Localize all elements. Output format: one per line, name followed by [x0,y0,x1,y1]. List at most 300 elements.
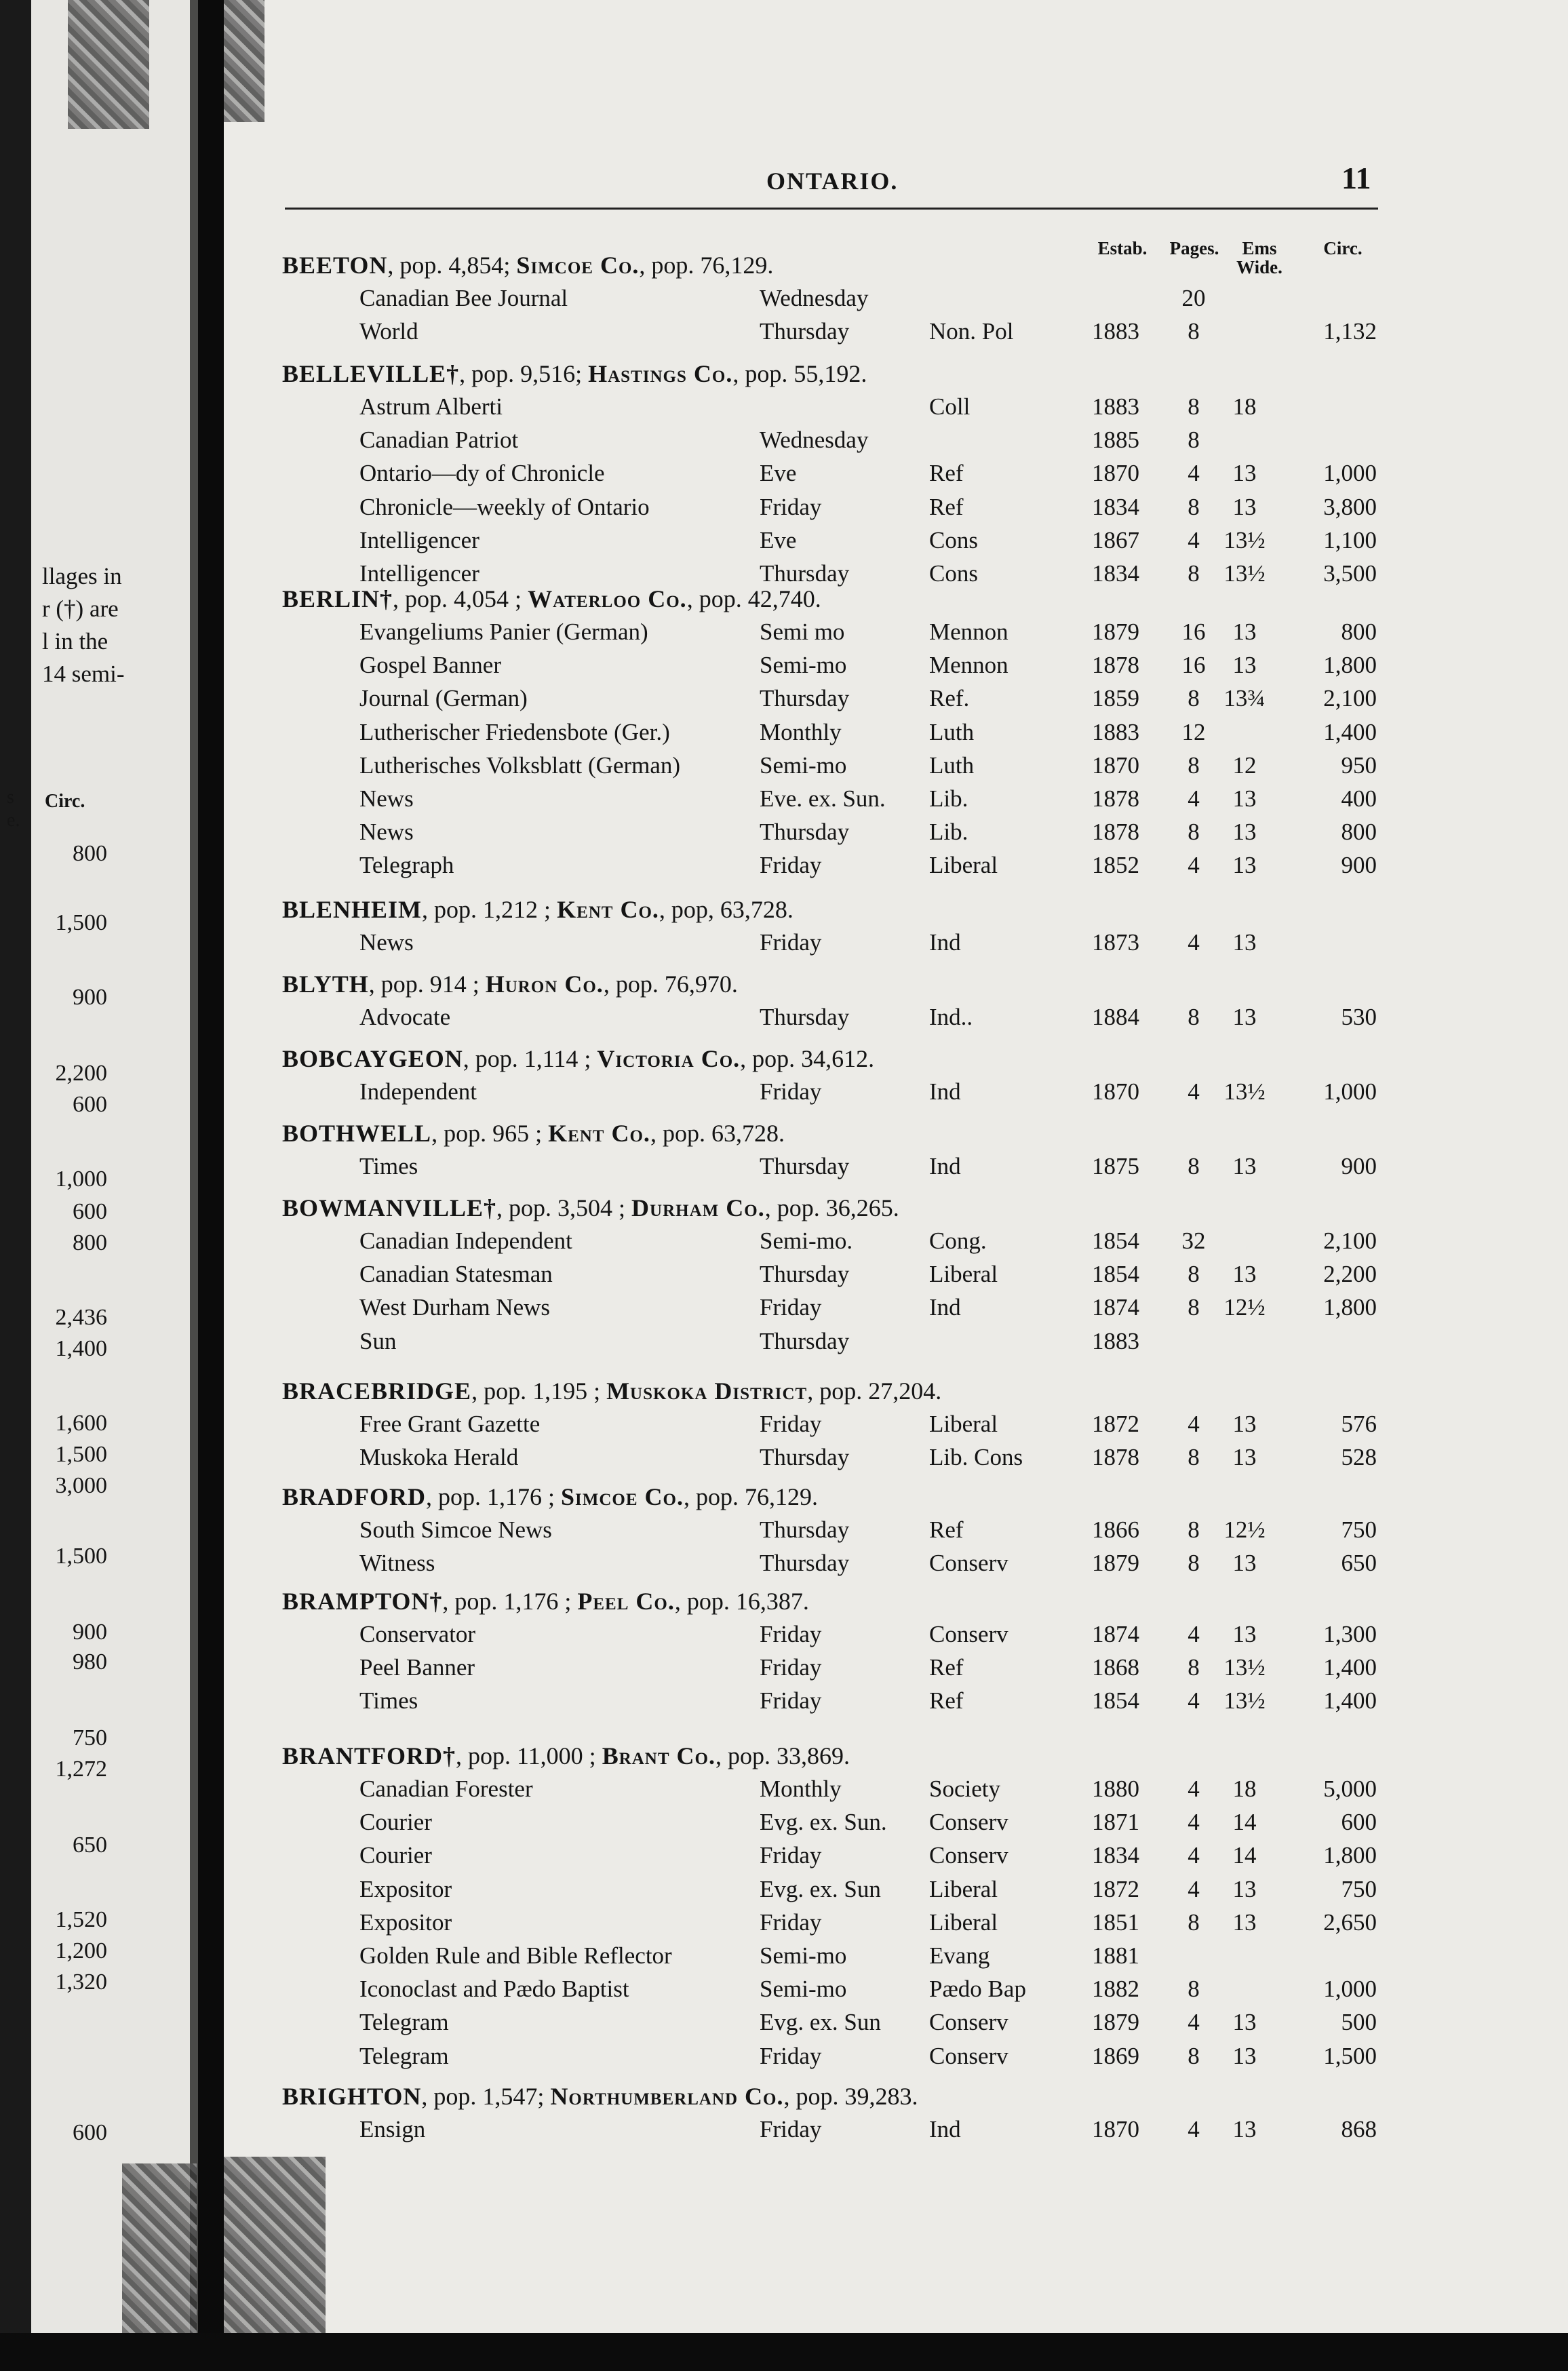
town-name: BRACEBRIDGE [282,1377,472,1405]
politics: Liberal [929,1875,998,1902]
newspaper-row [0,785,1568,818]
left-page-circ-value: 1,000 [55,1167,107,1192]
ems-wide: 13 [1232,1621,1257,1647]
newspaper-row [0,427,1568,459]
town-population: , pop. 914 ; [368,971,486,998]
ems-wide: 13 [1232,2042,1257,2069]
ems-wide: 13 [1232,819,1257,846]
column-header-circulation: Circ. [1323,238,1363,258]
circulation: 2,100 [1323,1228,1377,1254]
page-count: 8 [1188,1976,1200,2003]
politics: Luth [929,718,975,745]
circulation: 750 [1341,1875,1377,1902]
town-population: , pop. 1,114 ; [463,1045,597,1072]
newspaper-row [0,1444,1568,1476]
page-count: 8 [1188,1444,1200,1471]
newspaper-name: South Simcoe News [359,1516,552,1543]
ems-wide: 13 [1232,1444,1257,1471]
circulation: 500 [1341,2009,1377,2036]
year-established: 1882 [1092,1976,1139,2003]
circulation: 2,100 [1323,685,1377,712]
year-established: 1874 [1092,1294,1139,1321]
newspaper-name: Gospel Banner [359,652,501,679]
page-count: 8 [1188,751,1200,779]
publication-frequency: Monthly [760,718,842,745]
year-established: 1875 [1092,1153,1139,1179]
publication-frequency: Thursday [760,1153,850,1179]
left-page-circ-value: 980 [73,1649,107,1674]
left-page-circ-value: 600 [73,2120,107,2145]
year-established: 1874 [1092,1621,1139,1647]
publication-frequency: Evg. ex. Sun. [760,1809,887,1836]
page-count: 8 [1188,819,1200,846]
year-established: 1867 [1092,526,1139,553]
year-established: 1878 [1092,1444,1139,1471]
ems-wide: 13 [1232,785,1257,812]
county-name: Durham Co. [631,1194,765,1221]
politics: Conserv [929,1621,1008,1647]
year-established: 1883 [1092,1327,1139,1354]
newspaper-name: Intelligencer [359,526,479,553]
newspaper-row [0,2043,1568,2075]
town-heading [282,1587,809,1615]
town-heading [282,1044,874,1073]
town-population: , pop. 11,000 ; [456,1742,602,1769]
politics: Mennon [929,652,1008,679]
newspaper-name: Golden Rule and Bible Reflector [359,1942,672,1969]
page-count: 8 [1188,560,1200,587]
publication-frequency: Thursday [760,1516,850,1543]
circulation: 868 [1341,2116,1377,2142]
left-page-circ-value: 600 [73,1092,107,1117]
left-page-circ-value: 1,200 [55,1938,107,1963]
circulation: 2,650 [1323,1908,1377,1936]
year-established: 1884 [1092,1004,1139,1030]
town-heading [282,2082,918,2111]
ems-wide: 13 [1232,852,1257,879]
ems-wide: 13 [1232,619,1257,645]
circulation: 900 [1341,852,1377,879]
newspaper-row [0,1654,1568,1687]
page-count: 4 [1188,2116,1200,2142]
town-name: BLENHEIM [282,896,423,923]
newspaper-name: News [359,785,414,812]
newspaper-row [0,1942,1568,1975]
page-count: 4 [1188,1809,1200,1836]
politics: Ref [929,1654,964,1681]
page-count: 12 [1181,718,1206,745]
ems-wide: 13 [1232,929,1257,956]
paper-damage [68,0,149,129]
page-count: 4 [1188,929,1200,956]
publication-frequency: Semi-mo. [760,1228,853,1254]
page-count: 8 [1188,493,1200,520]
year-established: 1871 [1092,1809,1139,1836]
publication-frequency: Thursday [760,1327,850,1354]
year-established: 1879 [1092,619,1139,645]
politics: Conserv [929,1550,1008,1577]
page-count: 8 [1188,1908,1200,1936]
publication-frequency: Friday [760,929,822,956]
left-page-circ-value: 1,500 [55,1442,107,1467]
county-name: Simcoe Co. [561,1483,684,1510]
ems-wide: 14 [1232,1809,1257,1836]
newspaper-name: Conservator [359,1621,476,1647]
ems-wide: 13½ [1223,1654,1266,1681]
column-header-estab: Estab. [1097,238,1148,258]
politics: Ref [929,1687,964,1714]
circulation: 800 [1341,619,1377,645]
newspaper-row [0,719,1568,751]
politics: Cong. [929,1228,987,1254]
politics: Cons [929,560,978,587]
publication-frequency: Evg. ex. Sun [760,2009,881,2036]
newspaper-name: World [359,318,418,345]
newspaper-name: Lutherisches Volksblatt (German) [359,751,681,779]
ems-wide: 12½ [1223,1294,1266,1321]
newspaper-row [0,1621,1568,1653]
town-name: BRADFORD [282,1483,426,1510]
circulation: 5,000 [1323,1776,1377,1802]
ems-wide: 13¾ [1223,685,1266,712]
publication-frequency: Thursday [760,819,850,846]
town-population: , pop. 1,547; [421,2083,551,2110]
politics: Lib. [929,819,968,846]
publication-frequency: Monthly [760,1776,842,1802]
county-name: Northumberland Co. [550,2083,784,2110]
left-page-text-line: llages in [42,563,122,589]
newspaper-name: Advocate [359,1004,451,1030]
page-count: 8 [1188,2042,1200,2069]
county-population: , pop. 39,283. [783,2083,918,2110]
publication-frequency: Friday [760,1654,822,1681]
page-count: 4 [1188,1842,1200,1869]
page-count: 4 [1188,785,1200,812]
politics: Coll [929,393,971,420]
politics: Ref [929,460,964,487]
page-count: 8 [1188,1261,1200,1288]
politics: Ind [929,929,961,956]
scan-bottom-edge [0,2333,1568,2371]
newspaper-row [0,1411,1568,1443]
town-name: BOBCAYGEON [282,1045,463,1072]
town-population: , pop. 4,854; [387,252,517,279]
page-count: 8 [1188,685,1200,712]
county-population: , pop, 63,728. [659,896,793,923]
newspaper-row [0,460,1568,492]
county-population: , pop. 36,265. [764,1194,899,1221]
paper-damage [122,2163,197,2333]
newspaper-name: Astrum Alberti [359,393,503,420]
newspaper-name: Intelligencer [359,560,479,587]
year-established: 1883 [1092,718,1139,745]
county-population: , pop. 55,192. [732,360,867,387]
publication-frequency: Friday [760,2116,822,2142]
publication-frequency: Friday [760,852,822,879]
year-established: 1885 [1092,427,1139,454]
newspaper-name: Canadian Bee Journal [359,285,568,311]
town-name: BOWMANVILLE† [282,1194,497,1221]
newspaper-row [0,1809,1568,1841]
publication-frequency: Thursday [760,1550,850,1577]
newspaper-name: Times [359,1687,418,1714]
politics: Ind [929,1153,961,1179]
politics: Ind [929,2116,961,2142]
year-established: 1878 [1092,819,1139,846]
circulation: 800 [1341,819,1377,846]
newspaper-row [0,1976,1568,2008]
page-count: 8 [1188,1294,1200,1321]
page-count: 8 [1188,1153,1200,1179]
politics: Lib. Cons [929,1444,1023,1471]
circulation: 1,800 [1323,1294,1377,1321]
left-page-circ-header: Circ. [45,791,85,812]
publication-frequency: Friday [760,1294,822,1321]
newspaper-row [0,685,1568,718]
page-count: 4 [1188,1687,1200,1714]
town-name: BRAMPTON† [282,1588,443,1615]
page-count: 16 [1181,619,1206,645]
county-population: , pop. 76,129. [639,252,774,279]
newspaper-name: Canadian Statesman [359,1261,553,1288]
newspaper-row [0,852,1568,884]
page-count: 4 [1188,460,1200,487]
county-name: Victoria Co. [597,1045,741,1072]
politics: Pædo Bap [929,1976,1026,2003]
politics: Liberal [929,1411,998,1437]
newspaper-name: Canadian Forester [359,1776,533,1802]
newspaper-name: Chronicle—weekly of Ontario [359,493,650,520]
politics: Liberal [929,1261,998,1288]
county-name: Simcoe Co. [516,252,640,279]
politics: Ind [929,1078,961,1105]
left-page-circ-value: 3,000 [55,1473,107,1498]
politics: Conserv [929,1842,1008,1869]
ems-wide: 12 [1232,751,1257,779]
newspaper-name: Telegraph [359,852,454,879]
ems-wide: 13 [1232,460,1257,487]
page-count: 8 [1188,1550,1200,1577]
publication-frequency: Evg. ex. Sun [760,1875,881,1902]
circulation: 1,400 [1323,1687,1377,1714]
year-established: 1851 [1092,1908,1139,1936]
circulation: 1,500 [1323,2042,1377,2069]
left-page-header-fragment: e. [7,810,20,831]
ems-wide: 13 [1232,652,1257,679]
publication-frequency: Friday [760,1842,822,1869]
politics: Conserv [929,1809,1008,1836]
page-count: 32 [1181,1228,1206,1254]
newspaper-name: Telegram [359,2009,449,2036]
newspaper-row [0,1687,1568,1720]
newspaper-row [0,318,1568,351]
page-count: 4 [1188,1776,1200,1802]
circulation: 600 [1341,1809,1377,1836]
newspaper-name: Muskoka Herald [359,1444,519,1471]
publication-frequency: Eve [760,526,797,553]
county-name: Kent Co. [548,1120,650,1147]
year-established: 1834 [1092,560,1139,587]
county-name: Muskoka District [606,1377,808,1405]
newspaper-name: Independent [359,1078,477,1105]
left-page-circ-value: 800 [73,1230,107,1255]
county-name: Kent Co. [557,896,659,923]
newspaper-name: Times [359,1153,418,1179]
left-page-circ-value: 1,500 [55,910,107,935]
town-heading [282,585,821,613]
newspaper-row [0,285,1568,317]
page-count: 4 [1188,852,1200,879]
newspaper-row [0,393,1568,426]
newspaper-name: Expositor [359,1908,452,1936]
newspaper-row [0,494,1568,526]
publication-frequency: Semi-mo [760,1942,847,1969]
newspaper-row [0,652,1568,684]
circulation: 900 [1341,1153,1377,1179]
newspaper-row [0,1842,1568,1875]
ems-wide: 13 [1232,1908,1257,1936]
page-count: 4 [1188,526,1200,553]
ems-wide: 13 [1232,1550,1257,1577]
ems-wide: 18 [1232,393,1257,420]
town-population: , pop. 9,516; [459,360,589,387]
publication-frequency: Semi mo [760,619,845,645]
circulation: 576 [1341,1411,1377,1437]
town-name: BERLIN† [282,585,393,612]
newspaper-row [0,1909,1568,1942]
ems-wide: 13 [1232,1261,1257,1288]
page-count: 8 [1188,393,1200,420]
circulation: 1,800 [1323,652,1377,679]
ems-wide: 13 [1232,493,1257,520]
year-established: 1878 [1092,652,1139,679]
publication-frequency: Thursday [760,1444,850,1471]
town-heading [282,359,867,388]
town-heading [282,1119,785,1148]
column-header-ems-wide: Ems Wide. [1236,238,1282,277]
circulation: 1,132 [1323,318,1377,345]
left-page-circ-value: 1,600 [55,1411,107,1436]
left-page-circ-value: 650 [73,1833,107,1858]
year-established: 1870 [1092,460,1139,487]
left-page-circ-value: 2,436 [55,1305,107,1330]
politics: Liberal [929,852,998,879]
year-established: 1854 [1092,1261,1139,1288]
page-count: 8 [1188,1516,1200,1543]
newspaper-name: Canadian Independent [359,1228,572,1254]
politics: Non. Pol [929,318,1014,345]
county-population: , pop. 76,129. [683,1483,818,1510]
year-established: 1834 [1092,493,1139,520]
page-count: 4 [1188,2009,1200,2036]
publication-frequency: Semi-mo [760,652,847,679]
year-established: 1854 [1092,1228,1139,1254]
newspaper-row [0,1776,1568,1808]
ems-wide: 13 [1232,1875,1257,1902]
year-established: 1834 [1092,1842,1139,1869]
publication-frequency: Wednesday [760,285,869,311]
left-page-circ-value: 1,400 [55,1336,107,1361]
newspaper-row [0,1228,1568,1260]
publication-frequency: Friday [760,1621,822,1647]
ems-wide: 14 [1232,1842,1257,1869]
politics: Conserv [929,2042,1008,2069]
year-established: 1879 [1092,2009,1139,2036]
left-page-circ-value: 1,500 [55,1544,107,1569]
publication-frequency: Thursday [760,1004,850,1030]
circulation: 1,400 [1323,1654,1377,1681]
town-name: BRIGHTON [282,2083,422,2110]
newspaper-row [0,752,1568,785]
newspaper-row [0,619,1568,651]
circulation: 950 [1341,751,1377,779]
politics: Ind [929,1294,961,1321]
ems-wide: 13½ [1223,526,1266,553]
header-rule [285,208,1378,210]
politics: Ref [929,493,964,520]
ems-wide: 13 [1232,2116,1257,2142]
town-population: , pop. 3,504 ; [496,1194,632,1221]
county-population: , pop. 42,740. [686,585,821,612]
paper-damage [224,2157,326,2333]
county-population: , pop. 63,728. [650,1120,785,1147]
ems-wide: 12½ [1223,1516,1266,1543]
year-established: 1880 [1092,1776,1139,1802]
ems-wide: 13 [1232,1004,1257,1030]
newspaper-name: Evangeliums Panier (German) [359,619,648,645]
town-population: , pop. 4,054 ; [393,585,528,612]
ems-wide: 18 [1232,1776,1257,1802]
politics: Luth [929,751,975,779]
county-name: Waterloo Co. [528,585,687,612]
ems-wide: 13½ [1223,1687,1266,1714]
town-heading [282,251,773,279]
newspaper-name: Telegram [359,2042,449,2069]
newspaper-row [0,1294,1568,1327]
county-population: , pop. 76,970. [603,971,738,998]
politics: Liberal [929,1908,998,1936]
newspaper-row [0,1261,1568,1293]
publication-frequency: Friday [760,1687,822,1714]
newspaper-name: Expositor [359,1875,452,1902]
page-number: 11 [1341,161,1371,195]
politics: Ref. [929,685,970,712]
circulation: 1,300 [1323,1621,1377,1647]
town-name: BRANTFORD† [282,1742,456,1769]
newspaper-name: Witness [359,1550,435,1577]
newspaper-row [0,1550,1568,1582]
running-title: ONTARIO. [766,168,899,195]
left-page-text-line: l in the [42,628,109,654]
ems-wide: 13 [1232,2009,1257,2036]
page-count: 4 [1188,1411,1200,1437]
year-established: 1869 [1092,2042,1139,2069]
newspaper-name: Free Grant Gazette [359,1411,541,1437]
paper-damage [224,0,264,122]
newspaper-row [0,929,1568,962]
year-established: 1878 [1092,785,1139,812]
newspaper-name: News [359,819,414,846]
left-page-circ-value: 750 [73,1725,107,1750]
newspaper-name: News [359,929,414,956]
publication-frequency: Semi-mo [760,751,847,779]
newspaper-row [0,2009,1568,2041]
circulation: 750 [1341,1516,1377,1543]
left-page-circ-value: 900 [73,985,107,1010]
circulation: 1,400 [1323,718,1377,745]
page-count: 4 [1188,1621,1200,1647]
circulation: 1,100 [1323,526,1377,553]
